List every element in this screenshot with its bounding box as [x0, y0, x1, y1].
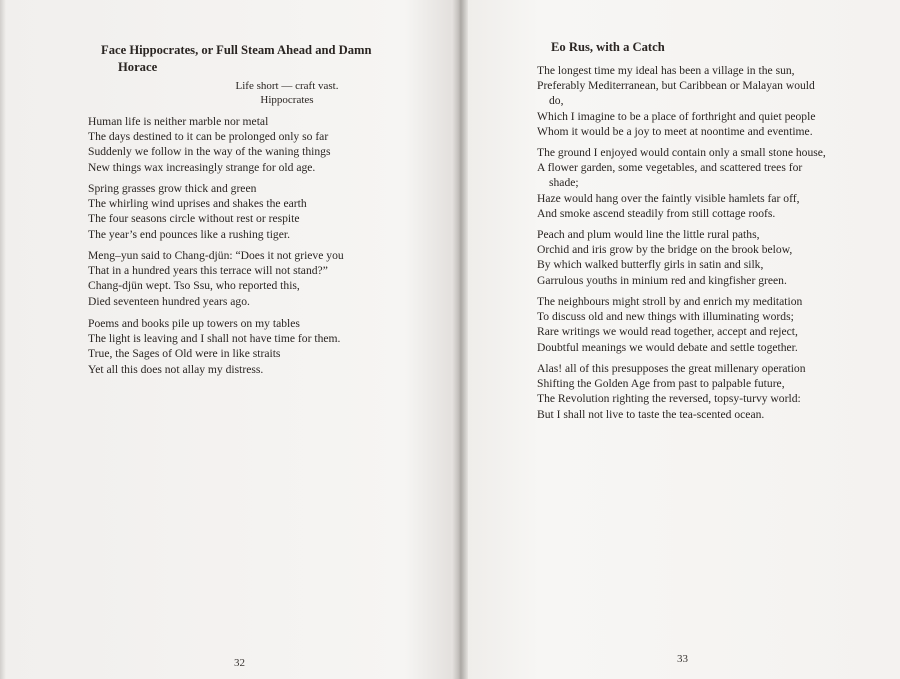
left-stanza-2: [88, 181, 307, 242]
left-stanza-4: [88, 316, 340, 377]
poem-line: Yet all this does not allay my distress.: [88, 362, 264, 376]
poem-line: The year’s end pounces like a rushing tiger.: [88, 227, 290, 241]
page-number-right: 33: [677, 653, 688, 665]
poem-line: The days destined to it can be prolonged only so far: [88, 130, 329, 144]
poem-line: A flower garden, some vegetables, and scattered trees for: [537, 161, 803, 175]
poem-line: Peach and plum would line the little rural paths,: [537, 228, 760, 241]
poem-line: Chang-djün wept. Tso Ssu, who reported this,: [88, 279, 300, 293]
poem-line: shade;: [549, 176, 579, 190]
right-stanza-2: [537, 145, 826, 221]
epigraph-attribution: Hippocrates: [260, 94, 314, 107]
epigraph-quote: Life short — craft vast.: [235, 80, 339, 92]
right-stanza-4: [537, 294, 802, 355]
poem-line: Which I imagine to be a place of forthright and quiet people: [537, 109, 816, 123]
poem-line: The ground I enjoyed would contain only a small stone house,: [537, 146, 826, 159]
page-number-left: 32: [234, 657, 245, 669]
poem-line: Orchid and iris grow by the bridge on the brook below,: [537, 243, 793, 257]
poem-line: The light is leaving and I shall not have time for them.: [88, 332, 341, 346]
poem-line: Rare writings we would read together, accept and reject,: [537, 325, 798, 339]
poem-line: Suddenly we follow in the way of the waning things: [88, 145, 331, 159]
left-title-line-1: Face Hippocrates, or Full Steam Ahead and Damn: [101, 43, 372, 57]
poem-line: True, the Sages of Old were in like straits: [88, 347, 281, 361]
epigraph: [222, 79, 352, 108]
poem-line: Haze would hang over the faintly visible hamlets far off,: [537, 191, 800, 205]
right-stanza-3: [537, 227, 792, 288]
poem-line: Whom it would be a joy to meet at noontime and eventime.: [537, 124, 813, 138]
poem-line: Alas! all of this presupposes the great millenary operation: [537, 362, 806, 375]
poem-line: The neighbours might stroll by and enrich my meditation: [537, 295, 803, 308]
poem-line: Poems and books pile up towers on my tables: [88, 317, 300, 330]
poem-line: The Revolution righting the reversed, topsy-turvy world:: [537, 392, 801, 406]
poem-line: Meng–yun said to Chang-djün: “Does it not grieve you: [88, 249, 344, 262]
poem-line: But I shall not live to taste the tea-scented ocean.: [537, 407, 765, 421]
poem-line: And smoke ascend steadily from still cottage roofs.: [537, 206, 776, 220]
poem-line: Spring grasses grow thick and green: [88, 182, 257, 195]
poem-line: Garrulous youths in minium red and kingfisher green.: [537, 273, 787, 287]
right-stanza-1: [537, 63, 815, 139]
poem-line: Preferably Mediterranean, but Caribbean or Malayan would: [537, 79, 815, 93]
right-poem-title: Eo Rus, with a Catch: [551, 40, 665, 54]
left-stanza-3: [88, 248, 344, 309]
left-title-line-2: Horace: [118, 60, 158, 74]
poem-line: By which walked butterfly girls in satin and silk,: [537, 258, 764, 272]
poem-line: New things wax increasingly strange for old age.: [88, 160, 316, 174]
right-page: [462, 0, 900, 679]
poem-line: Died seventeen hundred years ago.: [88, 294, 250, 308]
right-stanza-5: [537, 361, 806, 422]
poem-line: do,: [549, 94, 564, 108]
poem-line: Human life is neither marble nor metal: [88, 115, 269, 128]
poem-line: Shifting the Golden Age from past to palpable future,: [537, 377, 785, 391]
poem-line: The longest time my ideal has been a village in the sun,: [537, 64, 795, 77]
poem-line: The whirling wind uprises and shakes the earth: [88, 197, 307, 211]
left-stanza-1: [88, 114, 330, 175]
poem-line: The four seasons circle without rest or respite: [88, 212, 300, 226]
left-poem-title: [101, 42, 421, 76]
poem-line: To discuss old and new things with illuminating words;: [537, 310, 794, 324]
poem-line: That in a hundred years this terrace will not stand?”: [88, 264, 328, 278]
poem-line: Doubtful meanings we would debate and settle together.: [537, 340, 798, 354]
